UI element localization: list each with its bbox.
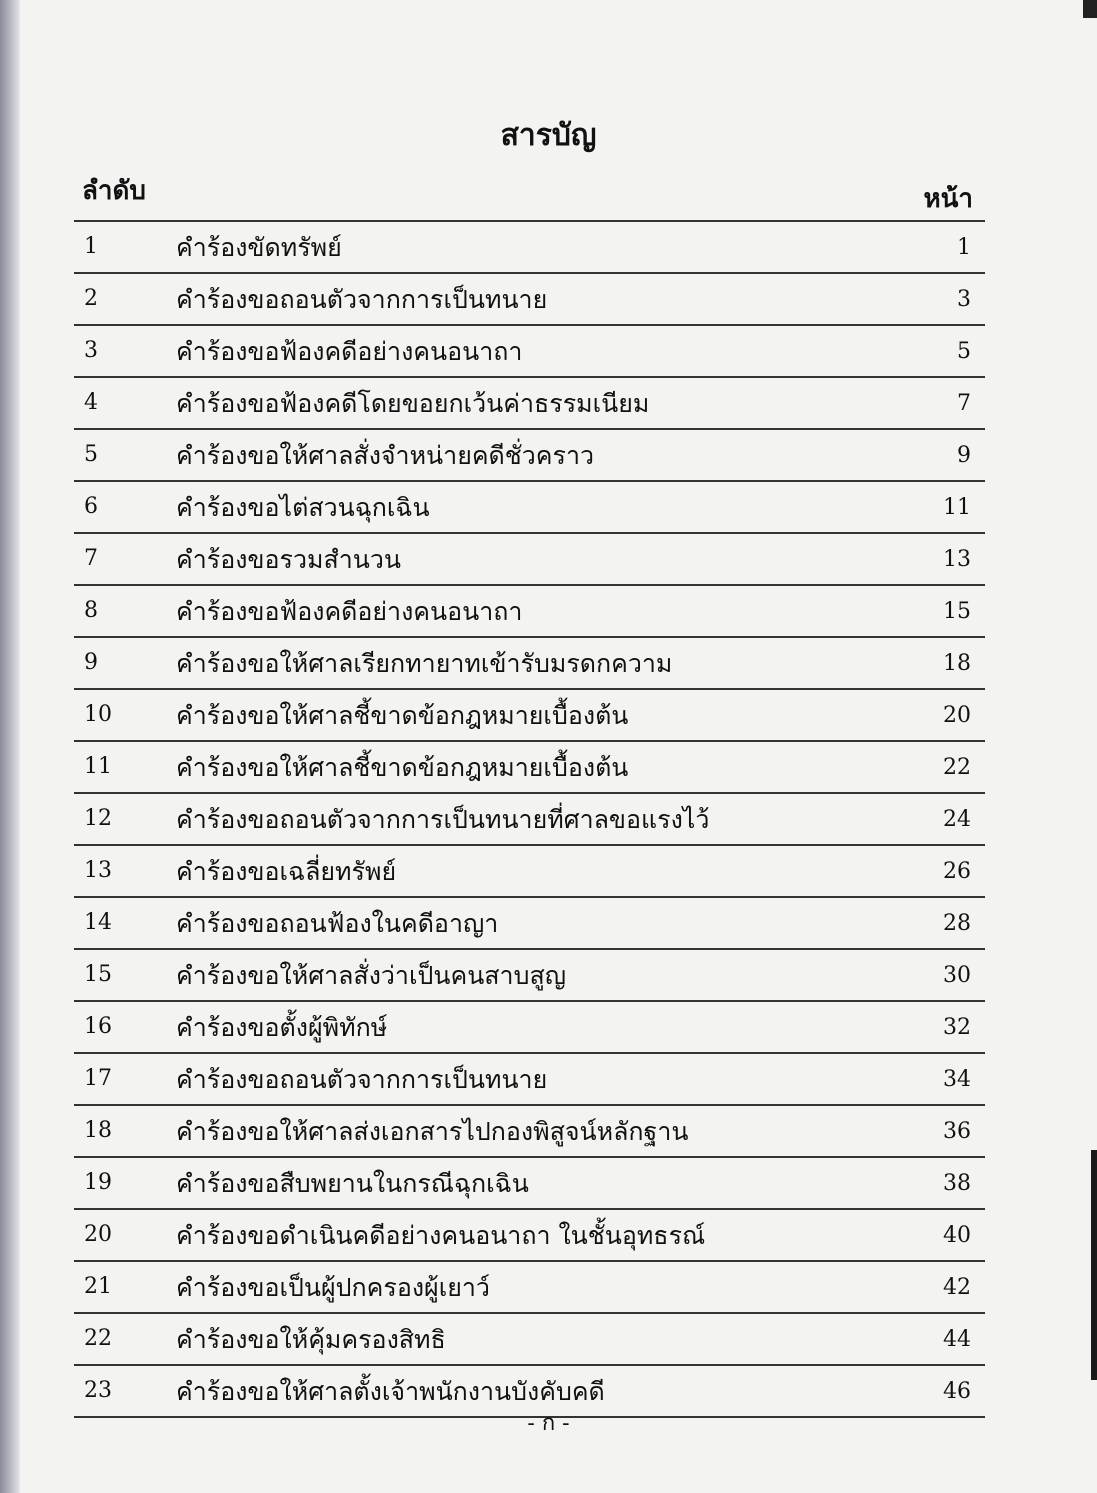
toc-entry-title: คำร้องขอให้ศาลส่งเอกสารไปกองพิสูจน์หลักฐาน	[176, 1117, 689, 1146]
toc-row	[74, 534, 985, 586]
toc-entry-number: 15	[84, 962, 112, 987]
toc-entry-title: คำร้องขอรวมสำนวน	[176, 545, 401, 574]
toc-entry-number: 21	[84, 1274, 112, 1299]
toc-entry-title: คำร้องขอถอนตัวจากการเป็นทนายที่ศาลขอแรงไว้	[176, 805, 710, 834]
side-tab-mark	[1091, 1150, 1097, 1380]
toc-entry-title: คำร้องขอฟ้องคดีอย่างคนอนาถา	[176, 597, 523, 626]
toc-row	[74, 794, 985, 846]
toc-entry-title: คำร้องขอให้ศาลชี้ขาดข้อกฎหมายเบื้องต้น	[176, 701, 629, 730]
toc-entry-number: 7	[84, 546, 98, 571]
toc-entry-title: คำร้องขอให้ศาลสั่งว่าเป็นคนสาบสูญ	[176, 961, 567, 990]
toc-row	[74, 378, 985, 430]
toc-entry-page: 7	[957, 391, 971, 416]
toc-entry-title: คำร้องขอให้ศาลเรียกทายาทเข้ารับมรดกความ	[176, 649, 673, 678]
toc-row	[74, 742, 985, 794]
toc-entry-title: คำร้องขอถอนตัวจากการเป็นทนาย	[176, 1065, 548, 1094]
toc-entry-page: 36	[943, 1119, 971, 1144]
toc-row	[74, 1106, 985, 1158]
toc-entry-number: 9	[84, 650, 98, 675]
toc-entry-page: 34	[943, 1067, 971, 1092]
toc-entry-page: 20	[943, 703, 971, 728]
toc-entry-page: 40	[943, 1223, 971, 1248]
toc-row	[74, 1262, 985, 1314]
toc-entry-number: 2	[84, 286, 98, 311]
toc-entry-title: คำร้องขอดำเนินคดีอย่างคนอนาถา ในชั้นอุทธรณ์	[176, 1221, 706, 1250]
toc-entry-number: 1	[84, 234, 98, 259]
toc-entry-title: คำร้องขอไต่สวนฉุกเฉิน	[176, 493, 430, 522]
toc-row	[74, 1054, 985, 1106]
toc-entry-number: 4	[84, 390, 98, 415]
toc-entry-number: 14	[84, 910, 112, 935]
toc-row	[74, 326, 985, 378]
toc-entry-page: 5	[957, 339, 971, 364]
toc-row	[74, 586, 985, 638]
toc-row	[74, 1158, 985, 1210]
toc-entry-number: 10	[84, 702, 112, 727]
toc-row	[74, 222, 985, 274]
toc-entry-number: 18	[84, 1118, 112, 1143]
toc-entry-page: 32	[943, 1015, 971, 1040]
toc-entry-page: 1	[957, 235, 971, 260]
toc-row	[74, 1002, 985, 1054]
toc-entry-number: 16	[84, 1014, 112, 1039]
toc-entry-title: คำร้องขอถอนตัวจากการเป็นทนาย	[176, 285, 548, 314]
toc-row	[74, 482, 985, 534]
toc-entry-page: 38	[943, 1171, 971, 1196]
toc-entry-number: 11	[84, 754, 112, 779]
toc-entry-page: 42	[943, 1275, 971, 1300]
toc-entry-page: 3	[957, 287, 971, 312]
toc-entry-number: 6	[84, 494, 98, 519]
toc-entry-title: คำร้องขอสืบพยานในกรณีฉุกเฉิน	[176, 1169, 529, 1198]
toc-entry-number: 20	[84, 1222, 112, 1247]
toc-entry-number: 23	[84, 1378, 112, 1403]
toc-entry-page: 46	[943, 1379, 971, 1404]
toc-entry-number: 17	[84, 1066, 112, 1091]
toc-entry-page: 18	[943, 651, 971, 676]
toc-entry-number: 8	[84, 598, 98, 623]
column-header-page: หน้า	[923, 184, 973, 214]
toc-entry-number: 13	[84, 858, 112, 883]
toc-entry-title: คำร้องขอเป็นผู้ปกครองผู้เยาว์	[176, 1273, 490, 1302]
toc-entry-title: คำร้องขอตั้งผู้พิทักษ์	[176, 1013, 388, 1042]
toc-entry-title: คำร้องขอฟ้องคดีอย่างคนอนาถา	[176, 337, 523, 366]
toc-row	[74, 1210, 985, 1262]
toc-entry-number: 5	[84, 442, 98, 467]
page-binding-edge	[0, 0, 20, 1493]
toc-entry-number: 22	[84, 1326, 112, 1351]
toc-entry-title: คำร้องขอให้ศาลสั่งจำหน่ายคดีชั่วคราว	[176, 441, 595, 470]
toc-entry-title: คำร้องขอฟ้องคดีโดยขอยกเว้นค่าธรรมเนียม	[176, 389, 650, 418]
toc-row	[74, 690, 985, 742]
toc-row	[74, 274, 985, 326]
toc-row	[74, 430, 985, 482]
toc-entry-page: 11	[943, 495, 971, 520]
toc-entry-page: 24	[943, 807, 971, 832]
toc-entry-number: 3	[84, 338, 98, 363]
toc-row	[74, 1314, 985, 1366]
toc-entry-number: 12	[84, 806, 112, 831]
page-footer-number: - ก -	[527, 1411, 570, 1436]
toc-entry-page: 9	[957, 443, 971, 468]
toc-entry-page: 13	[943, 547, 971, 572]
toc-entry-title: คำร้องขอให้ศาลตั้งเจ้าพนักงานบังคับคดี	[176, 1377, 605, 1406]
toc-row	[74, 950, 985, 1002]
toc-entry-page: 44	[943, 1327, 971, 1352]
toc-entry-page: 15	[943, 599, 971, 624]
table-of-contents	[74, 220, 985, 1418]
toc-entry-page: 30	[943, 963, 971, 988]
corner-mark	[1083, 0, 1097, 18]
toc-entry-page: 26	[943, 859, 971, 884]
toc-entry-number: 19	[84, 1170, 112, 1195]
toc-row	[74, 638, 985, 690]
page-title: สารบัญ	[500, 118, 597, 153]
column-header-order: ลำดับ	[82, 176, 146, 206]
toc-entry-title: คำร้องขอเฉลี่ยทรัพย์	[176, 857, 397, 886]
toc-entry-title: คำร้องขอให้คุ้มครองสิทธิ	[176, 1325, 446, 1354]
toc-entry-title: คำร้องขอให้ศาลชี้ขาดข้อกฎหมายเบื้องต้น	[176, 753, 629, 782]
toc-entry-title: คำร้องขอถอนฟ้องในคดีอาญา	[176, 909, 499, 938]
toc-entry-page: 28	[943, 911, 971, 936]
toc-entry-title: คำร้องขัดทรัพย์	[176, 233, 342, 262]
toc-entry-page: 22	[943, 755, 971, 780]
toc-row	[74, 898, 985, 950]
toc-row	[74, 846, 985, 898]
